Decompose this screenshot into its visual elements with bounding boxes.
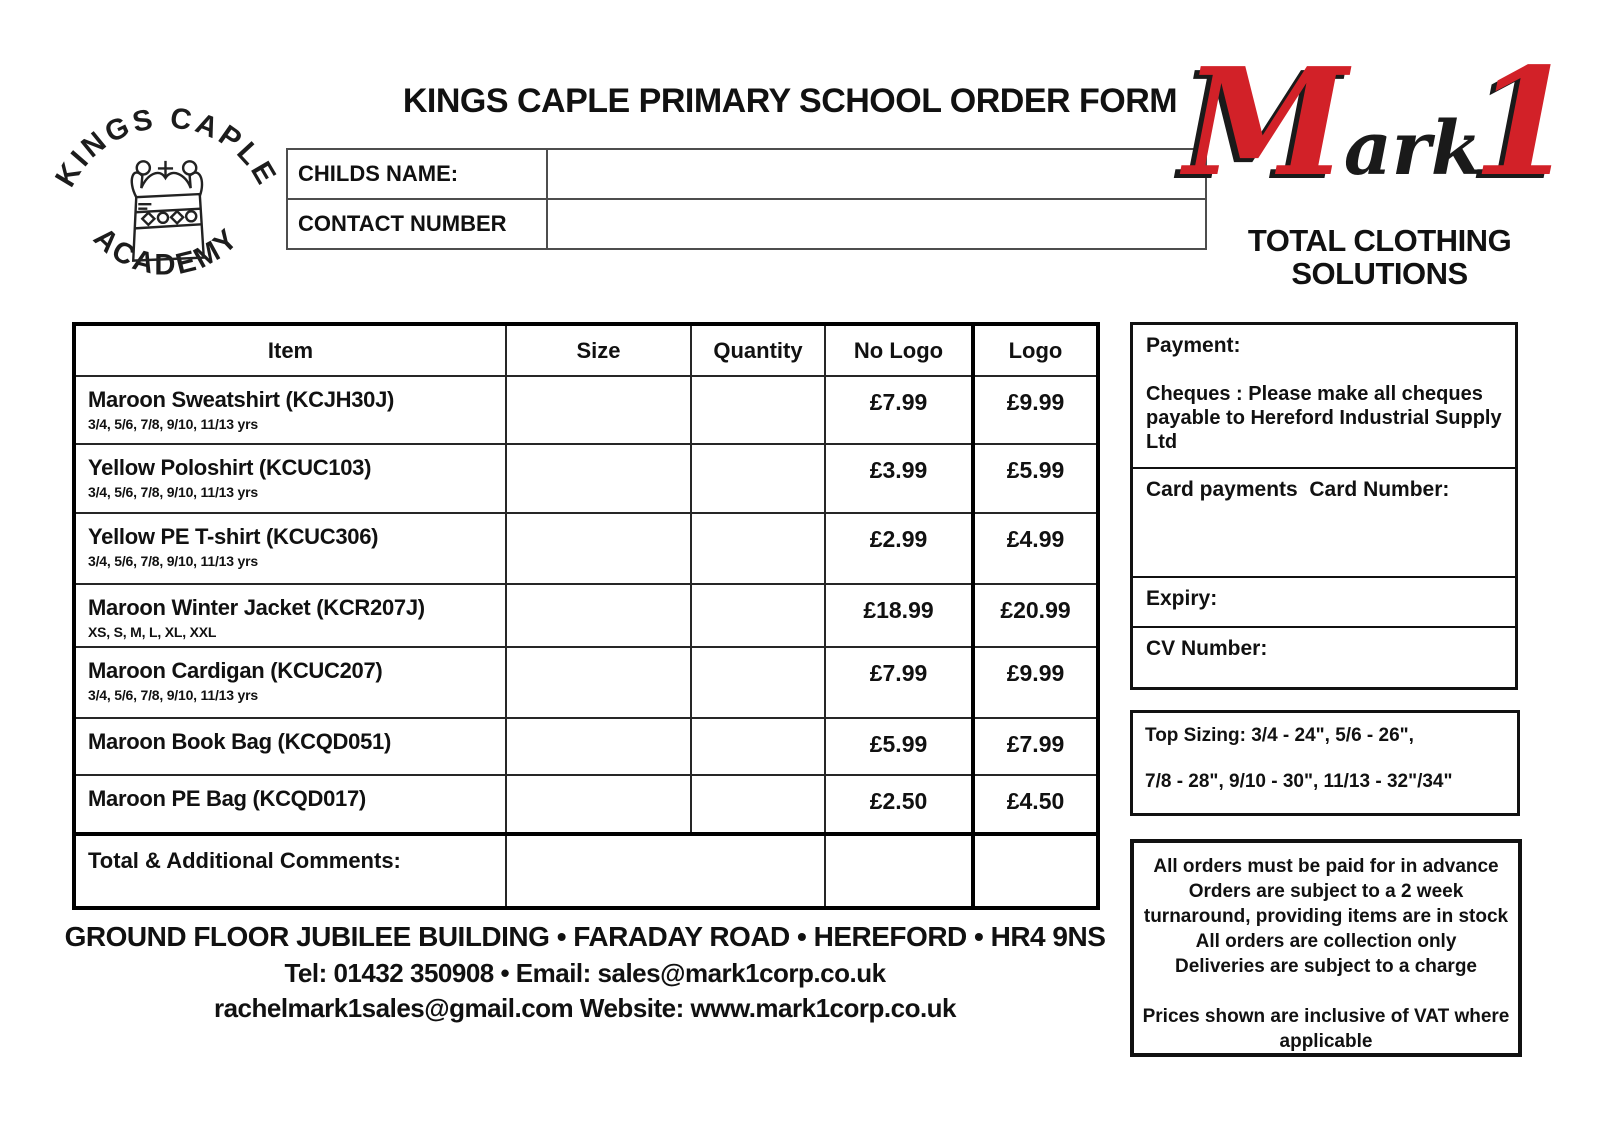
terms-line — [1134, 979, 1518, 1004]
table-row — [74, 775, 1098, 834]
crest-bottom-text: ACADEMY — [87, 221, 246, 282]
payment-title: Payment: — [1146, 334, 1241, 357]
quantity-input-cell[interactable] — [691, 718, 825, 775]
brand-digit-one: 1 — [1472, 35, 1576, 209]
item-cell — [74, 647, 506, 718]
terms-line: All orders are collection only — [1195, 931, 1457, 952]
logo-price: £20.99 — [973, 584, 1098, 647]
item-cell — [74, 444, 506, 513]
size-input-cell[interactable] — [506, 444, 691, 513]
page-title: KINGS CAPLE PRIMARY SCHOOL ORDER FORM — [402, 82, 1178, 120]
terms-panel — [1130, 839, 1522, 1057]
table-row — [74, 513, 1098, 584]
table-row — [74, 584, 1098, 647]
quantity-input-cell[interactable] — [691, 444, 825, 513]
no-logo-price: £5.99 — [825, 718, 973, 775]
total-logo-cell[interactable] — [973, 834, 1098, 908]
item-cell — [74, 584, 506, 647]
item-cell — [74, 376, 506, 444]
brand-tagline-line1: TOTAL CLOTHING — [1247, 223, 1512, 258]
footer — [60, 921, 1110, 1024]
terms-line: Prices shown are inclusive of VAT where — [1142, 1006, 1510, 1027]
terms-line: Orders are subject to a 2 week — [1188, 881, 1464, 902]
no-logo-price: £18.99 — [825, 584, 973, 647]
total-row — [74, 834, 1098, 908]
quantity-input-cell[interactable] — [691, 584, 825, 647]
item-cell — [74, 775, 506, 834]
child-details-table — [286, 148, 1207, 250]
total-comments-input-cell[interactable] — [506, 834, 825, 908]
order-table — [72, 322, 1100, 910]
school-crest — [38, 55, 296, 307]
contact-number-label: CONTACT NUMBER — [287, 199, 547, 249]
no-logo-price: £7.99 — [825, 647, 973, 718]
logo-price: £9.99 — [973, 647, 1098, 718]
order-table-body — [74, 376, 1098, 834]
contact-number-input[interactable] — [547, 199, 1206, 249]
payment-panel — [1130, 322, 1518, 690]
size-input-cell[interactable] — [506, 513, 691, 584]
brand-logo — [1183, 35, 1576, 291]
logo-price: £4.50 — [973, 775, 1098, 834]
quantity-input-cell[interactable] — [691, 376, 825, 444]
item-name: Maroon Book Bag (KCQD051) — [88, 729, 391, 754]
column-header-quantity: Quantity — [691, 324, 825, 376]
table-row — [74, 647, 1098, 718]
quantity-input-cell[interactable] — [691, 647, 825, 718]
no-logo-price: £2.50 — [825, 775, 973, 834]
brand-tagline-line2: SOLUTIONS — [1291, 256, 1468, 291]
footer-address: GROUND FLOOR JUBILEE BUILDING • FARADAY ROAD • HEREFORD • HR4 9NS — [64, 921, 1106, 952]
table-row — [74, 376, 1098, 444]
size-input-cell[interactable] — [506, 718, 691, 775]
item-available-sizes: 3/4, 5/6, 7/8, 9/10, 11/13 yrs — [88, 484, 258, 500]
item-name: Yellow PE T-shirt (KCUC306) — [88, 524, 379, 549]
logo-price: £9.99 — [973, 376, 1098, 444]
column-header-size: Size — [506, 324, 691, 376]
terms-lines — [1134, 854, 1518, 1054]
payment-cheques-section — [1133, 325, 1515, 469]
crest-top-text: KINGS CAPLE — [49, 102, 284, 193]
expiry-section[interactable] — [1133, 578, 1515, 628]
card-number-section[interactable] — [1133, 469, 1515, 578]
logo-price: £4.99 — [973, 513, 1098, 584]
brand-letter-m: M — [1183, 35, 1348, 209]
item-available-sizes: 3/4, 5/6, 7/8, 9/10, 11/13 yrs — [88, 687, 258, 703]
size-input-cell[interactable] — [506, 647, 691, 718]
expiry-label: Expiry: — [1146, 587, 1218, 610]
brand-letters-ark: ark — [1343, 106, 1483, 192]
logo-price: £5.99 — [973, 444, 1098, 513]
cheques-instructions: Cheques : Please make all cheques payable to Hereford Industrial Supply Ltd — [1146, 383, 1502, 453]
column-header-no-logo: No Logo — [825, 324, 973, 376]
item-available-sizes: 3/4, 5/6, 7/8, 9/10, 11/13 yrs — [88, 416, 258, 432]
sizing-line-1: Top Sizing: 3/4 - 24", 5/6 - 26", — [1145, 725, 1414, 746]
table-row — [74, 444, 1098, 513]
size-input-cell[interactable] — [506, 775, 691, 834]
terms-line: Deliveries are subject to a charge — [1174, 956, 1478, 977]
item-name: Maroon Cardigan (KCUC207) — [88, 658, 383, 683]
no-logo-price: £3.99 — [825, 444, 973, 513]
mark1-logo — [1183, 35, 1576, 216]
size-input-cell[interactable] — [506, 584, 691, 647]
table-row — [74, 718, 1098, 775]
quantity-input-cell[interactable] — [691, 775, 825, 834]
column-header-item: Item — [74, 324, 506, 376]
footer-email-website: rachelmark1sales@gmail.com Website: www.mark1corp.co.uk — [213, 993, 957, 1023]
table-header-row — [74, 324, 1098, 376]
item-cell — [74, 513, 506, 584]
table-row — [287, 149, 1206, 199]
item-name: Maroon Sweatshirt (KCJH30J) — [88, 387, 395, 412]
cv-number-section[interactable] — [1133, 628, 1515, 685]
childs-name-input[interactable] — [547, 149, 1206, 199]
card-payments-label: Card payments Card Number: — [1146, 478, 1450, 501]
footer-tel-email: Tel: 01432 350908 • Email: sales@mark1corp.co.uk — [284, 958, 886, 988]
no-logo-price: £7.99 — [825, 376, 973, 444]
quantity-input-cell[interactable] — [691, 513, 825, 584]
no-logo-price: £2.99 — [825, 513, 973, 584]
cv-number-label: CV Number: — [1146, 637, 1268, 660]
item-name: Yellow Poloshirt (KCUC103) — [88, 455, 372, 480]
item-available-sizes: XS, S, M, L, XL, XXL — [88, 624, 217, 640]
item-name: Maroon Winter Jacket (KCR207J) — [88, 595, 425, 620]
item-cell — [74, 718, 506, 775]
childs-name-label: CHILDS NAME: — [287, 149, 547, 199]
logo-price: £7.99 — [973, 718, 1098, 775]
terms-line: applicable — [1279, 1031, 1373, 1052]
sizing-line-2: 7/8 - 28", 9/10 - 30", 11/13 - 32"/34" — [1145, 771, 1453, 792]
top-sizing-panel — [1130, 710, 1520, 816]
terms-line: All orders must be paid for in advance — [1153, 856, 1499, 877]
column-header-logo: Logo — [973, 324, 1098, 376]
size-input-cell[interactable] — [506, 376, 691, 444]
total-comments-label: Total & Additional Comments: — [74, 834, 506, 908]
item-available-sizes: 3/4, 5/6, 7/8, 9/10, 11/13 yrs — [88, 553, 258, 569]
table-row — [287, 199, 1206, 249]
terms-line: turnaround, providing items are in stock — [1143, 906, 1509, 927]
total-no-logo-cell[interactable] — [825, 834, 973, 908]
item-name: Maroon PE Bag (KCQD017) — [88, 786, 366, 811]
